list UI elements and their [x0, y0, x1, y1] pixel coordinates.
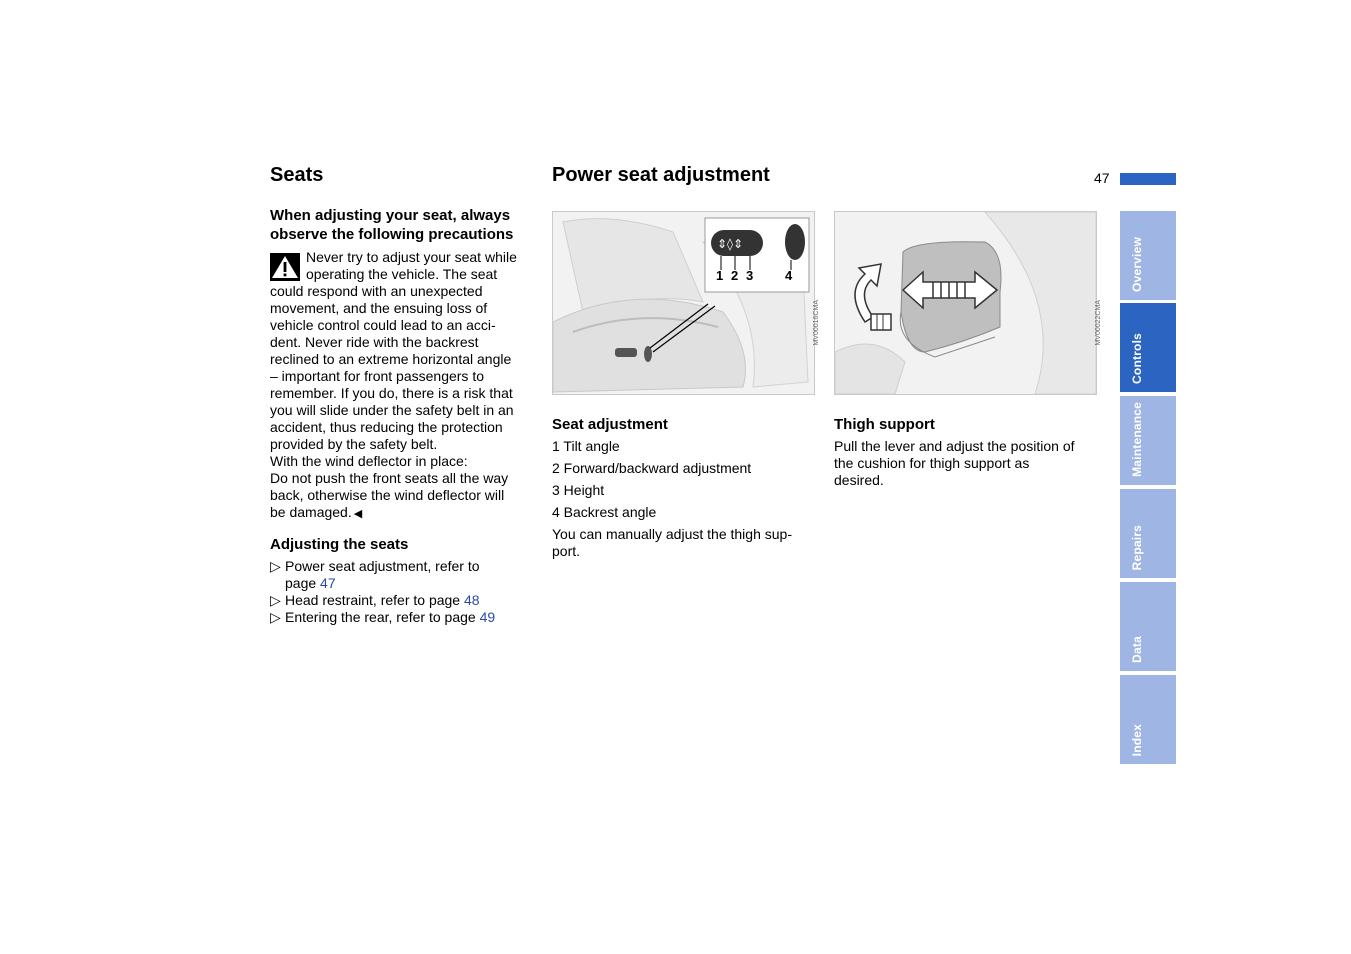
list-item-text: page — [285, 575, 321, 591]
figure-code: MV00022CMA — [1095, 300, 1102, 346]
figure-label-1: 1 — [716, 268, 724, 283]
list-item-text: Power seat adjustment, refer to — [285, 558, 480, 574]
adjusting-heading: Adjusting the seats — [270, 536, 409, 553]
precaution-line: back, otherwise the wind deflector will — [270, 487, 505, 503]
figure-label-2: 2 — [731, 268, 739, 283]
tab-maintenance-label: Maintenance — [1130, 402, 1144, 477]
precaution-line: you will slide under the safety belt in an — [270, 402, 514, 418]
list-item-text: Head restraint, refer to page — [285, 592, 464, 608]
precaution-line: could respond with an unexpected — [270, 283, 483, 299]
thigh-line: the cushion for thigh support as — [834, 455, 1030, 471]
figure-label-4: 4 — [785, 268, 793, 283]
tab-data-label: Data — [1130, 636, 1144, 663]
figure-label-3: 3 — [746, 268, 754, 283]
seat-illustration — [553, 212, 814, 394]
precaution-line: Do not push the front seats all the way — [270, 470, 509, 486]
list-item-text: Entering the rear, refer to page — [285, 609, 480, 625]
tab-repairs[interactable] — [1120, 489, 1176, 578]
list-item: 3 Height — [552, 482, 605, 498]
tab-overview[interactable] — [1120, 211, 1176, 300]
warning-triangle-icon — [270, 253, 300, 281]
adjusting-list — [270, 558, 545, 626]
section-title: Seats — [270, 164, 324, 186]
tab-controls-label: Controls — [1130, 333, 1144, 384]
page-link[interactable]: 47 — [320, 575, 336, 591]
bullet-triangle-icon: ▷ — [270, 592, 281, 608]
note-line: You can manually adjust the thigh sup- — [552, 526, 792, 542]
precaution-line: vehicle control could lead to an acci- — [270, 317, 496, 333]
seat-adjustment-list — [552, 438, 820, 560]
tab-controls[interactable] — [1120, 303, 1176, 392]
precaution-line: – important for front passengers to — [270, 368, 484, 384]
precaution-line: provided by the safety belt. — [270, 436, 438, 452]
page-link[interactable]: 48 — [464, 592, 480, 608]
precaution-line: operating the vehicle. The seat — [306, 266, 498, 282]
seat-controls-figure — [552, 211, 815, 395]
end-mark-icon: ◀ — [353, 508, 363, 520]
seat-adjustment-heading: Seat adjustment — [552, 416, 668, 433]
tab-index-label: Index — [1130, 723, 1144, 756]
thigh-line: Pull the lever and adjust the position of — [834, 438, 1075, 454]
precaution-line: Never try to adjust your seat while — [306, 249, 517, 265]
page-title: Power seat adjustment — [552, 164, 770, 186]
list-item: 2 Forward/backward adjustment — [552, 460, 752, 476]
thigh-support-figure — [834, 211, 1097, 395]
precautions-body — [270, 283, 545, 523]
bullet-triangle-icon: ▷ — [270, 609, 281, 625]
precaution-line: reclined to an extreme horizontal angle — [270, 351, 512, 367]
list-item — [270, 558, 545, 592]
precautions-heading: When adjusting your seat, always observe the following precautions — [270, 207, 514, 243]
thigh-support-heading: Thigh support — [834, 416, 935, 433]
list-item: 4 Backrest angle — [552, 504, 657, 520]
page-link[interactable]: 49 — [479, 609, 496, 625]
precaution-line: With the wind deflector in place: — [270, 453, 468, 469]
precaution-line: movement, and the ensuing loss of — [270, 300, 488, 316]
tab-data[interactable] — [1120, 582, 1176, 671]
precaution-line: accident, thus reducing the protection — [270, 419, 503, 435]
precaution-line — [270, 504, 545, 523]
figure-code: MV00016CMA — [813, 300, 820, 346]
list-item — [270, 609, 545, 626]
bullet-triangle-icon: ▷ — [270, 558, 281, 574]
precaution-line: dent. Never ride with the backrest — [270, 334, 479, 350]
thigh-line: desired. — [834, 472, 884, 488]
tab-maintenance[interactable] — [1120, 396, 1176, 485]
list-item — [270, 592, 545, 609]
thigh-support-body — [834, 438, 1109, 489]
thigh-support-illustration — [835, 212, 1096, 394]
precaution-line: remember. If you do, there is a risk that — [270, 385, 513, 401]
list-item: 1 Tilt angle — [552, 438, 620, 454]
tab-overview-label: Overview — [1130, 237, 1144, 292]
page-number-bar — [1120, 173, 1176, 185]
note-line: port. — [552, 543, 581, 559]
precaution-last-line: be damaged. — [270, 504, 352, 520]
page-number: 47 — [1094, 170, 1110, 186]
tab-repairs-label: Repairs — [1130, 524, 1144, 570]
tab-index[interactable] — [1120, 675, 1176, 764]
svg-text:⇕◊⇕: ⇕◊⇕ — [717, 237, 744, 251]
